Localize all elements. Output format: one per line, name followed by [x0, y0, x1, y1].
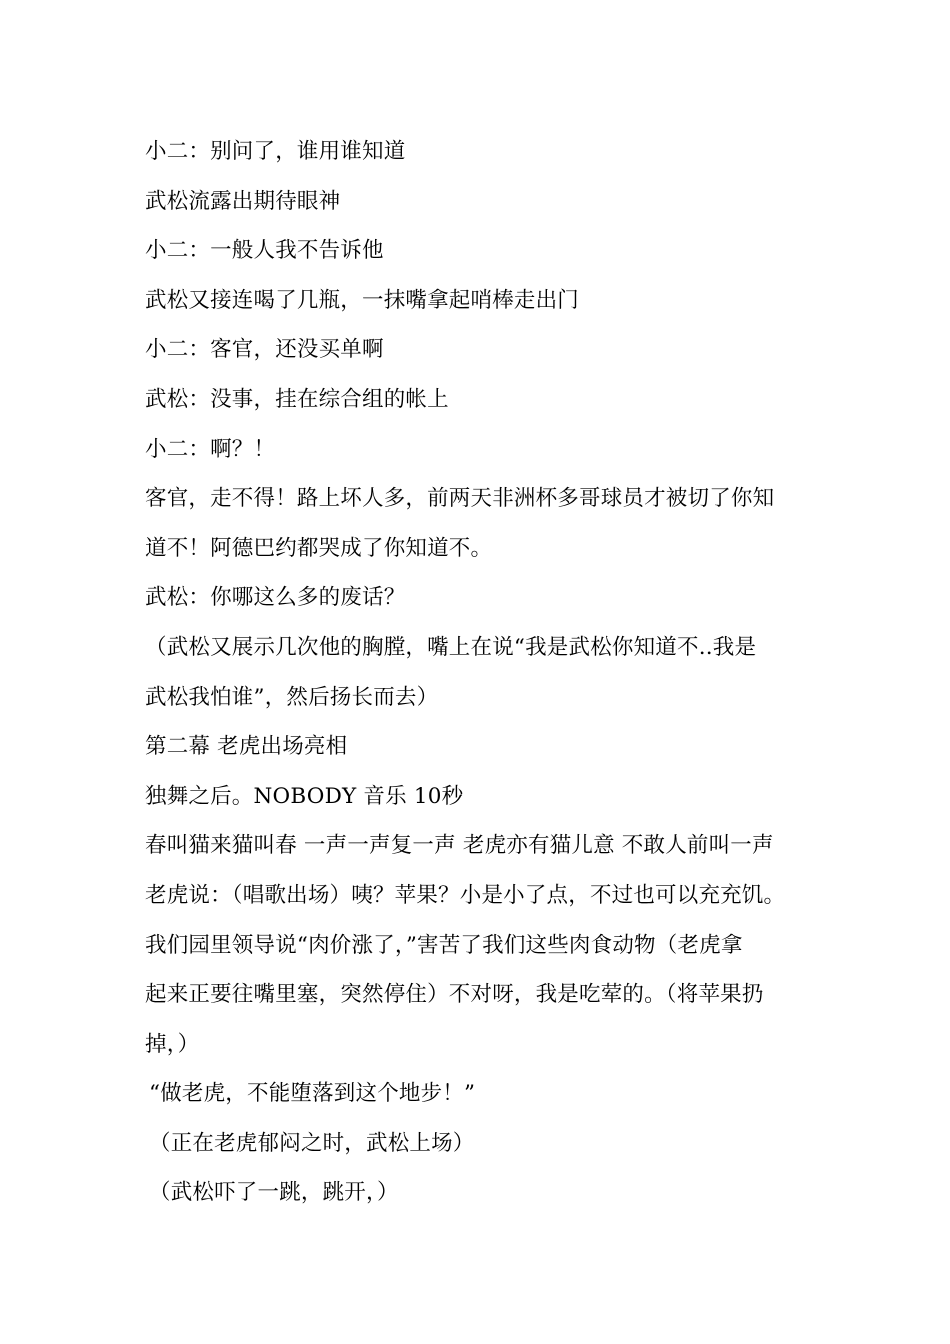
text-line: 小二：啊？！: [145, 436, 276, 462]
text-line: 小二：别问了，谁用谁知道: [145, 139, 406, 164]
text-line: 武松：你哪这么多的废话？: [145, 585, 406, 611]
text-line: （武松又展示几次他的胸膛，嘴上在说“我是武松你知道不..我是: [145, 634, 757, 660]
text-line: 武松流露出期待眼神: [145, 188, 341, 214]
text-line: 武松我怕谁”，然后扬长而去）: [145, 684, 439, 710]
section-heading: 第二幕 老虎出场亮相: [145, 734, 348, 760]
text-line: （武松吓了一跳，跳开，）: [149, 1180, 399, 1206]
text-line: 我们园里领导说“肉价涨了，”害苦了我们这些肉食动物（老虎拿: [145, 932, 743, 958]
script-text-body: [145, 127, 817, 1218]
text-line: 小二：一般人我不告诉他: [145, 238, 384, 264]
text-line: 小二：客官，还没买单啊: [145, 337, 384, 363]
text-line: “做老虎，不能堕落到这个地步！”: [149, 1081, 476, 1107]
text-line: 掉，）: [145, 1031, 200, 1057]
text-line: （正在老虎郁闷之时，武松上场）: [149, 1130, 475, 1156]
text-line: 独舞之后。NOBODY 音乐 10秒: [145, 783, 464, 809]
text-line: 武松：没事，挂在综合组的帐上: [145, 386, 449, 412]
text-line: 客官，走不得！路上坏人多，前两天非洲杯多哥球员才被切了你知: [145, 486, 775, 512]
text-line: 春叫猫来猫叫春 一声一声复一声 老虎亦有猫儿意 不敢人前叫一声: [145, 833, 774, 859]
text-line: 武松又接连喝了几瓶，一抹嘴拿起哨棒走出门: [145, 287, 580, 313]
text-line: 道不！阿德巴约都哭成了你知道不。: [145, 535, 493, 561]
text-line: 起来正要往嘴里塞，突然停住）不对呀，我是吃荤的。（将苹果扔: [145, 982, 764, 1008]
text-line: 老虎说：（唱歌出场）咦？苹果？小是小了点，不过也可以充充饥。: [145, 882, 786, 908]
